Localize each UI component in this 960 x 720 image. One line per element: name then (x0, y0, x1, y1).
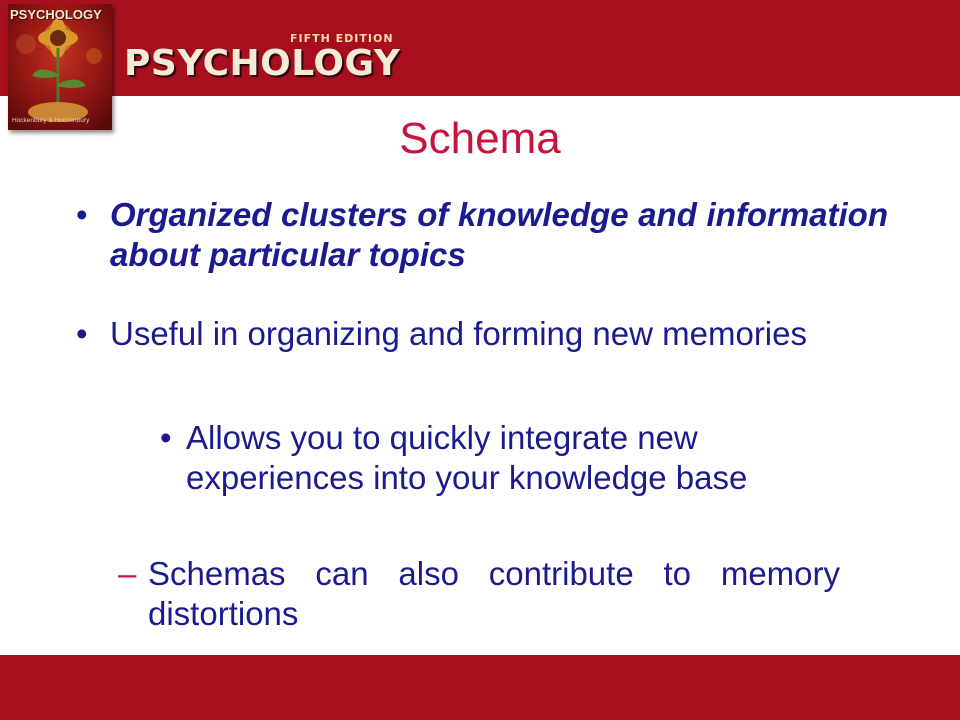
dash-item (118, 554, 840, 634)
brand-logo-text: PSYCHOLOGY (124, 43, 401, 84)
bullet-item (76, 195, 888, 275)
flower-illustration-icon (8, 4, 112, 130)
cover-title: PSYCHOLOGY (10, 7, 102, 22)
cover-authors: Hockenbury & Hockenbury (12, 117, 90, 124)
edition-label: FIFTH EDITION (290, 32, 394, 45)
bullet-marker: • (160, 419, 172, 456)
bullet-text: Useful in organizing and forming new memories (110, 315, 807, 352)
bullet-text: Allows you to quickly integrate new experiences into your knowledge base (186, 419, 748, 496)
bullet-marker: • (76, 315, 88, 352)
bullet-marker: • (76, 196, 88, 233)
bullet-text: Schemas can also contribute to memory distortions (148, 555, 840, 632)
dash-marker: – (118, 555, 137, 592)
footer-bar (0, 655, 960, 720)
book-cover-image (8, 4, 112, 130)
sub-bullet-item (160, 418, 860, 498)
bullet-text: Organized clusters of knowledge and information about particular topics (110, 196, 888, 273)
slide-title: Schema (399, 114, 561, 163)
bullet-item (76, 314, 888, 354)
